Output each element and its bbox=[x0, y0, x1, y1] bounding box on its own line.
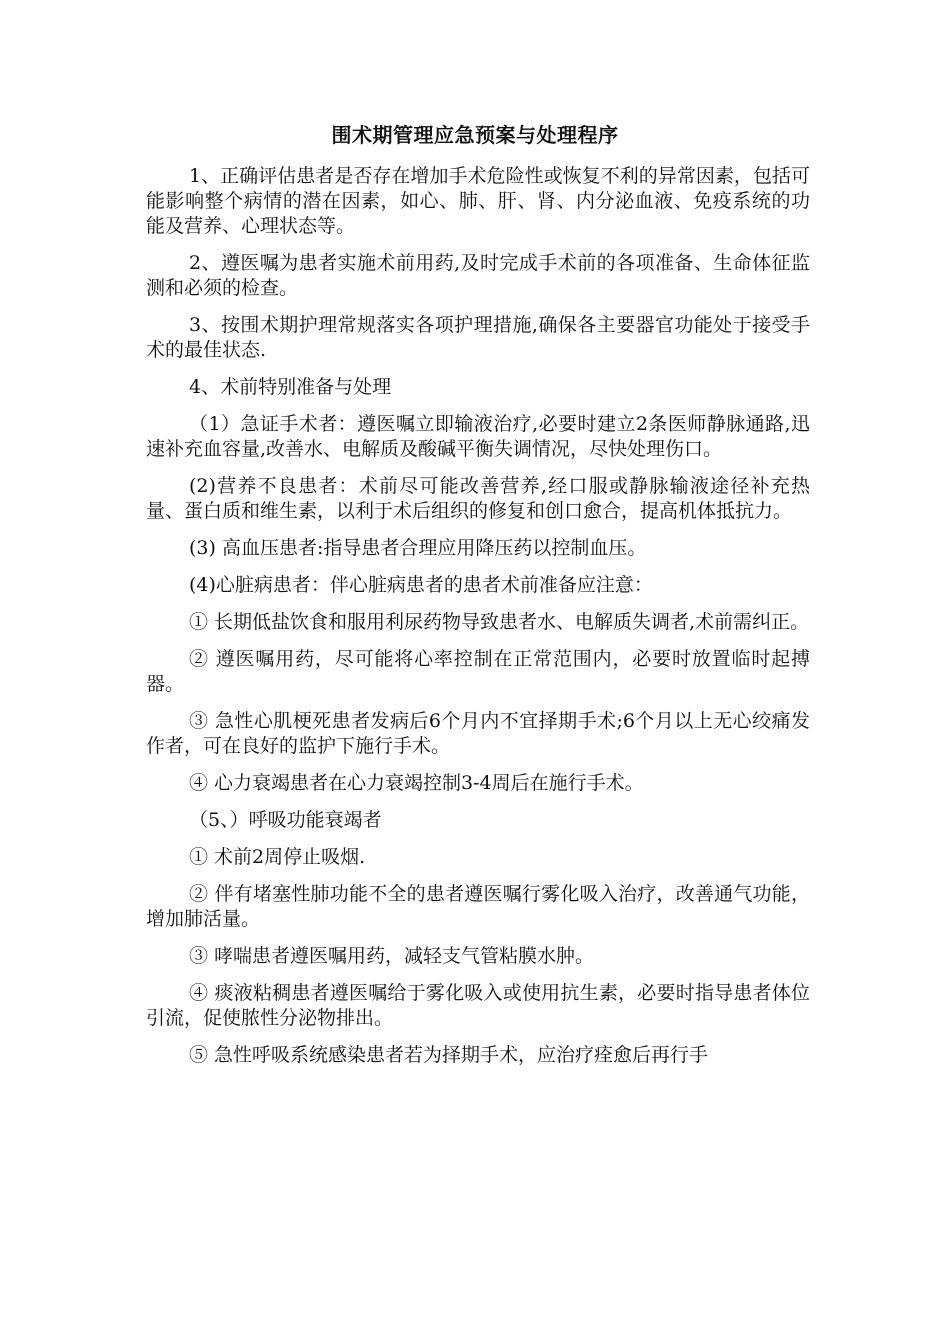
paragraph-4: 4、术前特别准备与处理 bbox=[189, 376, 392, 398]
list-item-resp-3: ③ 哮喘患者遵医嘱用药，减轻支气管粘膜水肿。 bbox=[189, 945, 595, 967]
document-title: 围术期管理应急预案与处理程序 bbox=[331, 123, 619, 147]
list-item-resp-5: ⑤ 急性呼吸系统感染患者若为择期手术，应治疗痊愈后再行手 bbox=[189, 1044, 709, 1066]
paragraph-4-4: (4)心脏病患者：伴心脏病患者的患者术前准备应注意： bbox=[189, 574, 653, 596]
paragraph-2: 2、遵医嘱为患者实施术前用药,及时完成手术前的各项准备、生命体征监测和必须的检查。 bbox=[146, 252, 810, 299]
list-item-resp-1: ① 术前2周停止吸烟. bbox=[189, 846, 366, 868]
list-item-heart-1: ① 长期低盐饮食和服用利尿药物导致患者水、电解质失调者,术前需纠正。 bbox=[189, 611, 810, 633]
list-item-heart-4: ④ 心力衰竭患者在心力衰竭控制3-4周后在施行手术。 bbox=[189, 772, 644, 794]
paragraph-3: 3、按围术期护理常规落实各项护理措施,确保各主要器官功能处于接受手术的最佳状态. bbox=[146, 314, 810, 361]
list-item-resp-2: ② 伴有堵塞性肺功能不全的患者遵医嘱行雾化吸入治疗，改善通气功能，增加肺活量。 bbox=[146, 883, 810, 930]
paragraph-1: 1、正确评估患者是否存在增加手术危险性或恢复不利的异常因素，包括可能影响整个病情的潜在因素，如心、肺、肝、肾、内分泌血液、免疫系统的功能及营养、心理状态等。 bbox=[146, 165, 810, 237]
list-item-heart-2: ② 遵医嘱用药，尽可能将心率控制在正常范围内，必要时放置临时起搏器。 bbox=[146, 648, 810, 695]
paragraph-4-1: （1）急证手术者：遵医嘱立即输液治疗,必要时建立2条医师静脉通路,迅速补充血容量,改善水、电解质及酸碱平衡失调情况，尽快处理伤口。 bbox=[146, 413, 810, 460]
paragraph-4-2: (2)营养不良患者：术前尽可能改善营养,经口服或静脉输液途径补充热量、蛋白质和维生素，以利于术后组织的修复和创口愈合，提高机体抵抗力。 bbox=[146, 475, 810, 522]
document-body bbox=[146, 164, 810, 1080]
list-item-resp-4: ④ 痰液粘稠患者遵医嘱给于雾化吸入或使用抗生素，必要时指导患者体位引流，促使脓性分泌物排出。 bbox=[146, 982, 810, 1029]
paragraph-4-5: （5、）呼吸功能衰竭者 bbox=[189, 809, 382, 831]
list-item-heart-3: ③ 急性心肌梗死患者发病后6个月内不宜择期手术;6个月以上无心绞痛发作者，可在良好的监护下施行手术。 bbox=[146, 710, 810, 757]
paragraph-4-3: (3) 高血压患者:指导患者合理应用降压药以控制血压。 bbox=[189, 537, 647, 559]
